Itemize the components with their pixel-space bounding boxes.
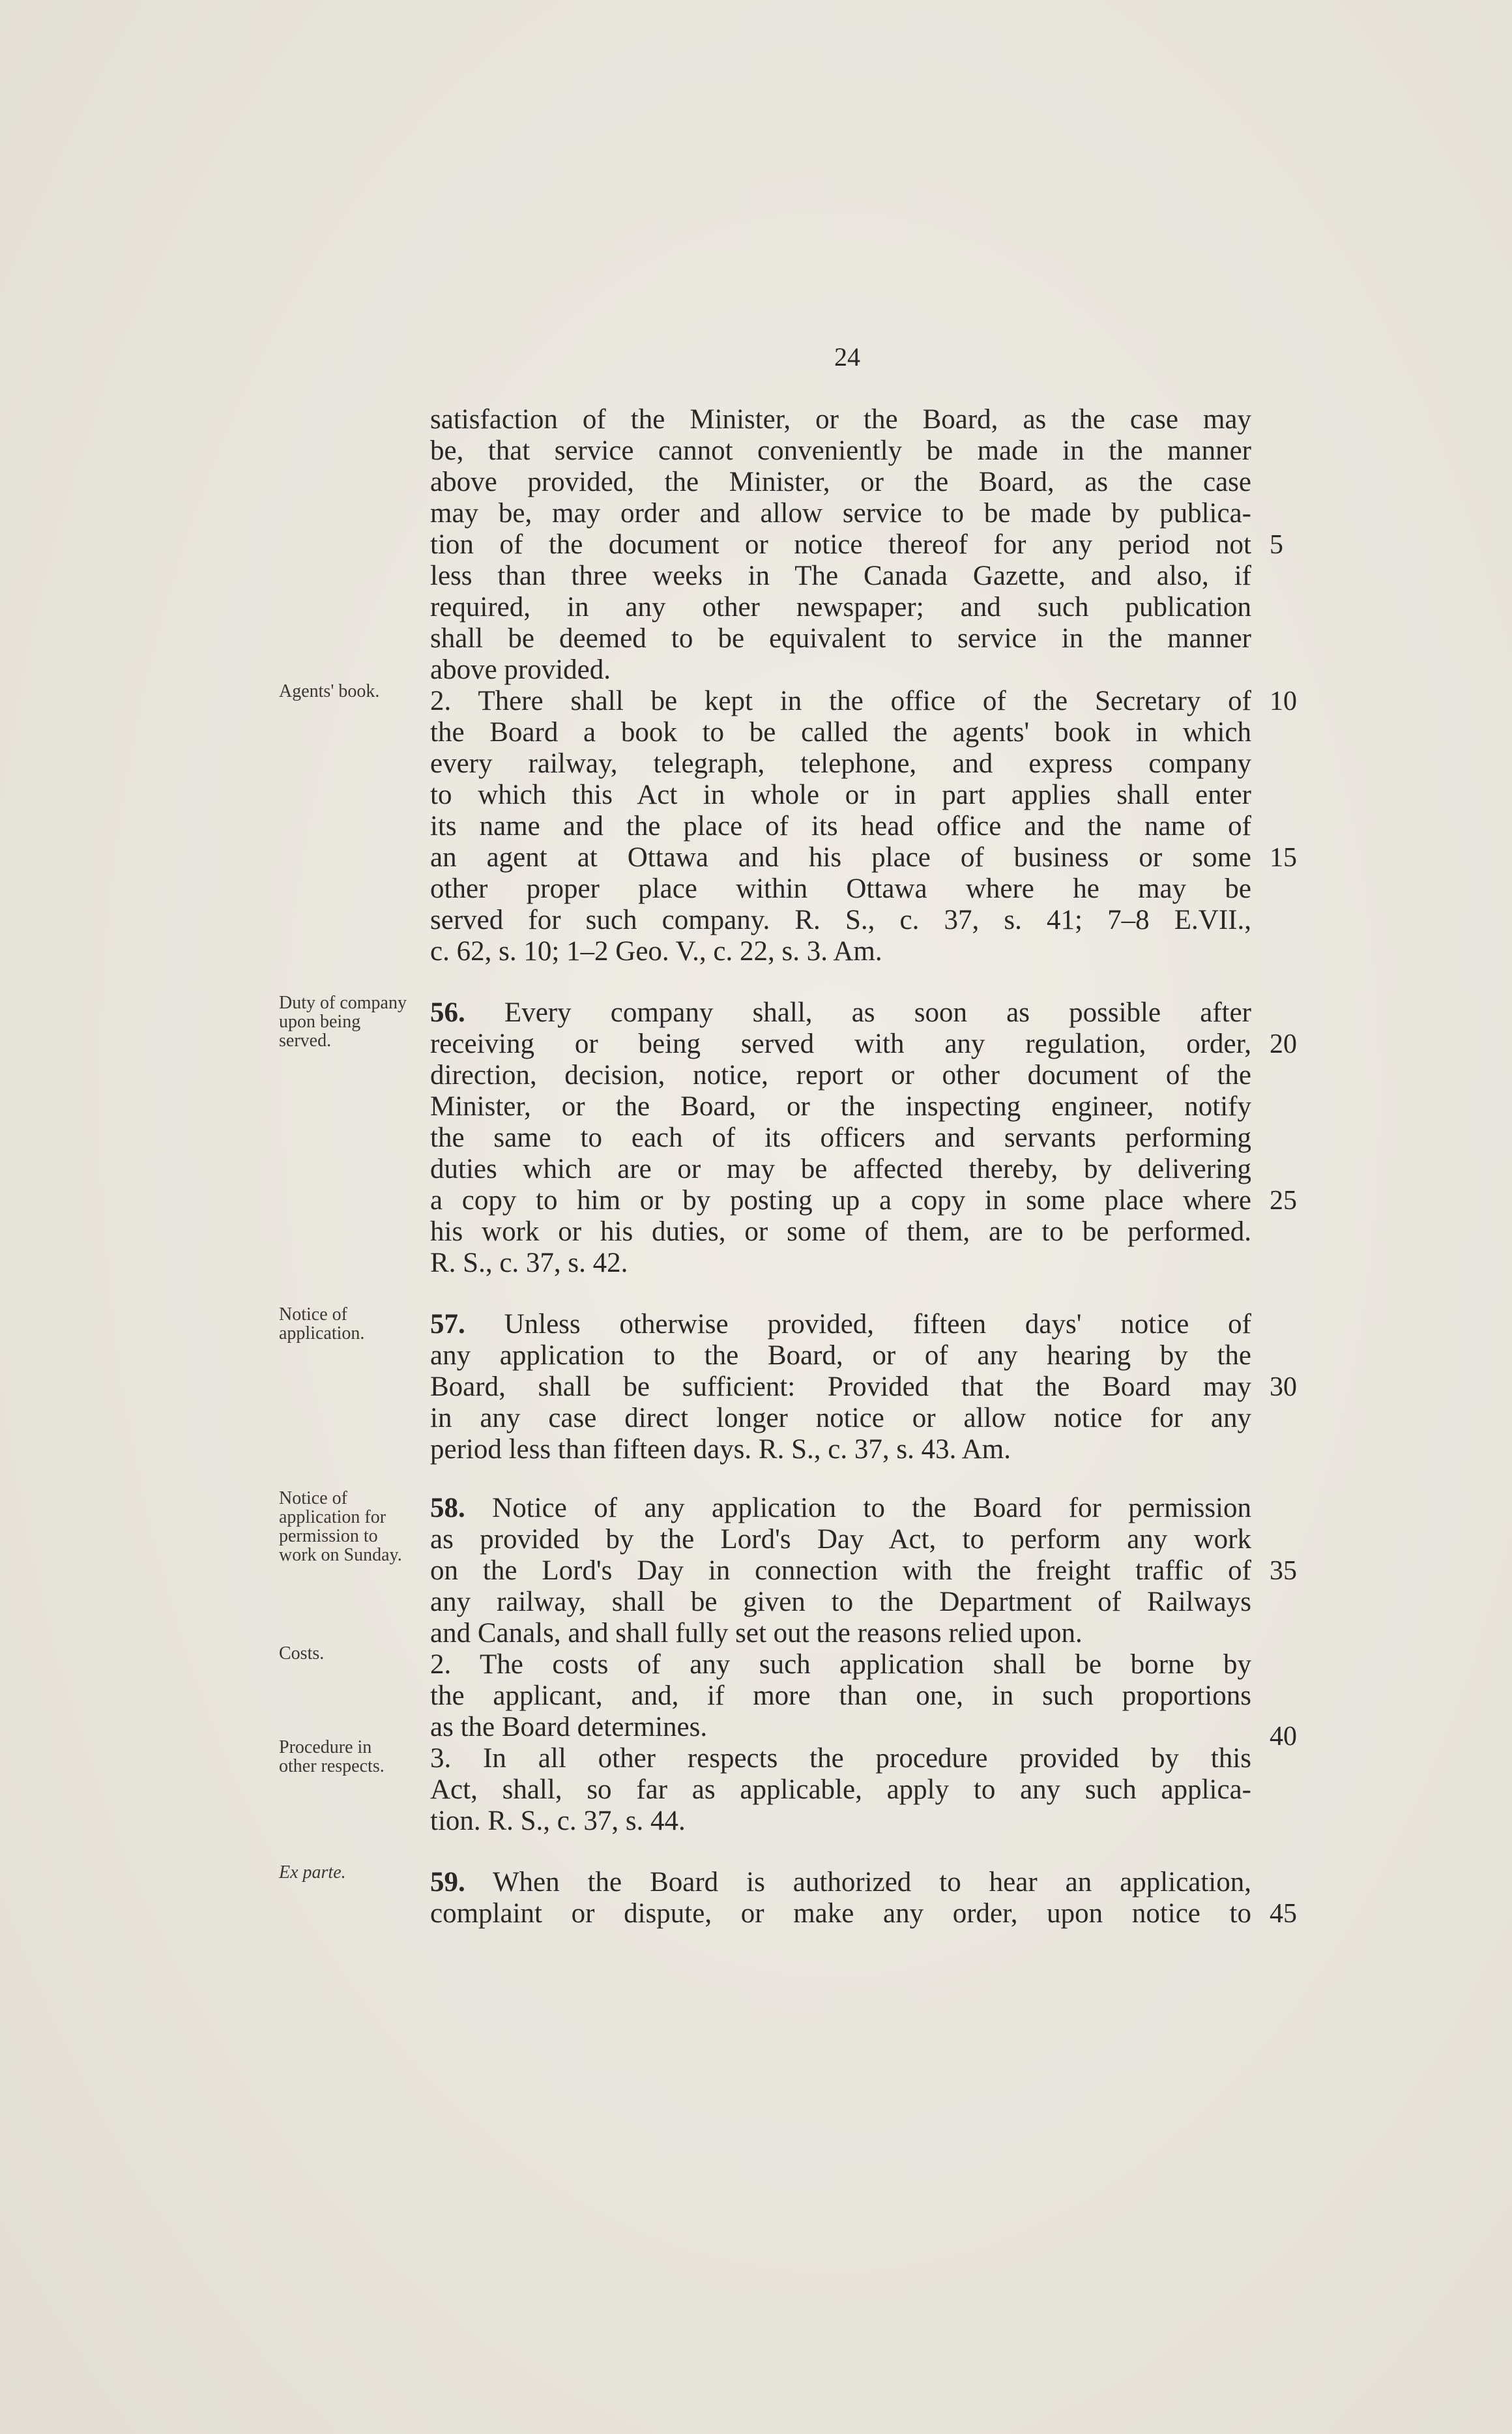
text-line: satisfaction of the Minister, or the Board, as the case may [430, 404, 1251, 435]
text-line: on the Lord's Day in connection with the freight traffic of [430, 1555, 1251, 1586]
text-line: R. S., c. 37, s. 42. [430, 1248, 628, 1278]
text-line: any railway, shall be given to the Department of Railways [430, 1587, 1251, 1617]
page-number: 24 [834, 342, 860, 372]
line-number: 45 [1270, 1899, 1297, 1929]
text-line: above provided, the Minister, or the Board, as the case [430, 467, 1251, 497]
text-span: Every company shall, as soon as possible after [465, 997, 1251, 1028]
text-line: the applicant, and, if more than one, in such proportions [430, 1680, 1251, 1711]
line-number: 10 [1270, 686, 1297, 716]
text-line: direction, decision, notice, report or other document of the [430, 1060, 1251, 1091]
line-number: 15 [1270, 843, 1297, 873]
text-line: Minister, or the Board, or the inspecting engineer, notify [430, 1091, 1251, 1122]
text-line: receiving or being served with any regulation, order, [430, 1029, 1251, 1059]
text-line: duties which are or may be affected thereby, by delivering [430, 1154, 1251, 1184]
text-line: shall be deemed to be equivalent to service in the manner [430, 623, 1251, 654]
line-number: 5 [1270, 530, 1283, 560]
text-line: 2. The costs of any such application shall be borne by [430, 1649, 1251, 1680]
section-number: 59. [430, 1867, 465, 1898]
text-line: to which this Act in whole or in part applies shall enter [430, 780, 1251, 810]
text-line: 3. In all other respects the procedure provided by this [430, 1743, 1251, 1774]
section-58 [430, 1493, 1251, 1649]
line-number: 20 [1270, 1029, 1297, 1059]
text-line [430, 1867, 1251, 1898]
marginal-note-notice-sunday: Notice of application for permission to work on Sunday. [279, 1488, 402, 1565]
marginal-note-ex-parte: Ex parte. [279, 1862, 346, 1883]
text-line [430, 997, 1251, 1029]
text-line: in any case direct longer notice or allow notice for any [430, 1403, 1251, 1433]
text-span: Unless otherwise provided, fifteen days' notice of [465, 1309, 1251, 1340]
marginal-note-notice-application: Notice of application. [279, 1304, 365, 1343]
text-line: an agent at Ottawa and his place of business or some [430, 842, 1251, 873]
text-line: required, in any other newspaper; and such publication [430, 592, 1251, 623]
section-56 [430, 997, 1251, 1279]
line-number: 30 [1270, 1372, 1297, 1402]
marginal-note-procedure-other: Procedure in other respects. [279, 1737, 385, 1776]
marginal-note-agents-book: Agents' book. [279, 681, 380, 701]
marginal-note-costs: Costs. [279, 1643, 325, 1664]
text-line [430, 1309, 1251, 1340]
text-line: served for such company. R. S., c. 37, s. 41; 7–8 E.VII., [430, 905, 1251, 935]
text-line: less than three weeks in The Canada Gazette, and also, if [430, 561, 1251, 591]
line-number: 25 [1270, 1186, 1297, 1216]
text-line: the same to each of its officers and servants performing [430, 1122, 1251, 1153]
text-line: every railway, telegraph, telephone, and express company [430, 748, 1251, 779]
text-line: as provided by the Lord's Day Act, to perform any work [430, 1524, 1251, 1555]
text-line: complaint or dispute, or make any order, upon notice to [430, 1898, 1251, 1929]
text-line: tion. R. S., c. 37, s. 44. [430, 1806, 686, 1836]
line-number: 40 [1270, 1722, 1297, 1752]
section-number: 57. [430, 1309, 465, 1340]
text-line [430, 1493, 1251, 1524]
subsection-2 [430, 686, 1251, 967]
section-58-subsection-2 [430, 1649, 1251, 1743]
section-number: 56. [430, 997, 465, 1028]
text-line: Act, shall, so far as applicable, apply to any such applica- [430, 1774, 1251, 1805]
text-line: a copy to him or by posting up a copy in some place where [430, 1185, 1251, 1216]
text-line: its name and the place of its head office and the name of [430, 811, 1251, 842]
section-57 [430, 1309, 1251, 1465]
text-line: 2. There shall be kept in the office of the Secretary of [430, 686, 1251, 716]
text-line: his work or his duties, or some of them, are to be performed. [430, 1216, 1251, 1247]
text-span: When the Board is authorized to hear an application, [465, 1867, 1251, 1898]
text-line: be, that service cannot conveniently be made in the manner [430, 435, 1251, 466]
text-line: and Canals, and shall fully set out the reasons relied upon. [430, 1618, 1083, 1649]
text-line: may be, may order and allow service to be made by publica- [430, 498, 1251, 529]
text-line: any application to the Board, or of any hearing by the [430, 1340, 1251, 1371]
text-line: as the Board determines. [430, 1712, 708, 1742]
text-line: the Board a book to be called the agents' book in which [430, 717, 1251, 748]
text-line: above provided. [430, 654, 611, 685]
section-59 [430, 1867, 1251, 1929]
text-line: Board, shall be sufficient: Provided that the Board may [430, 1371, 1251, 1402]
section-58-subsection-3 [430, 1743, 1251, 1837]
paragraph-continuation [430, 404, 1251, 686]
text-line: c. 62, s. 10; 1–2 Geo. V., c. 22, s. 3. Am. [430, 936, 882, 967]
line-number: 35 [1270, 1556, 1297, 1586]
marginal-note-duty-served: Duty of company upon being served. [279, 993, 407, 1051]
text-line: tion of the document or notice thereof for any period not [430, 529, 1251, 560]
text-line: period less than fifteen days. R. S., c. 37, s. 43. Am. [430, 1434, 1011, 1465]
text-line: other proper place within Ottawa where he may be [430, 873, 1251, 904]
section-number: 58. [430, 1493, 465, 1523]
text-span: Notice of any application to the Board for permission [465, 1493, 1251, 1523]
